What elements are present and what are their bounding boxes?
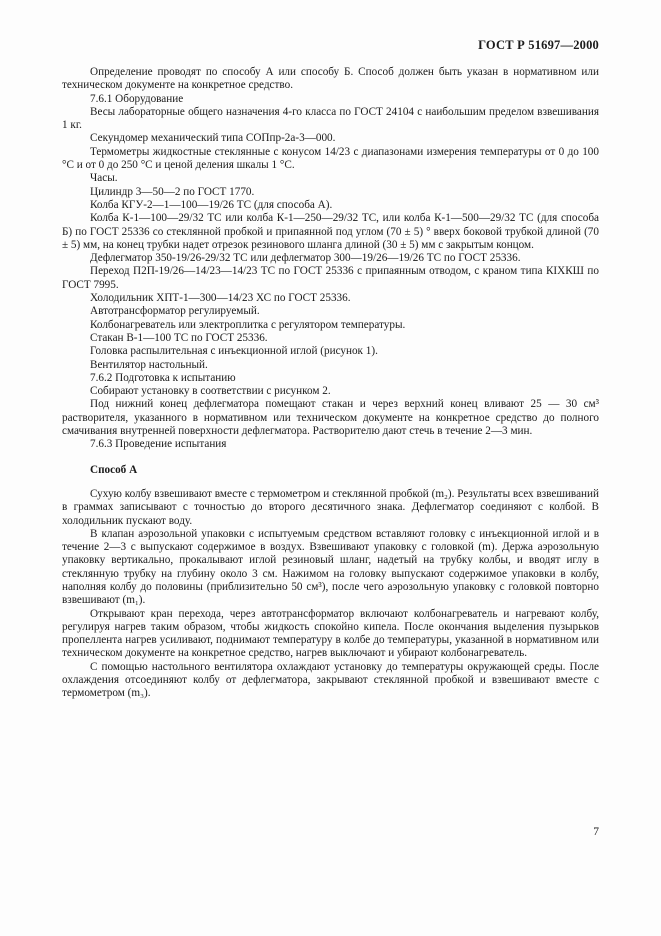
document-body — [62, 66, 599, 701]
paragraph: Стакан В-1—100 ТС по ГОСТ 25336. — [90, 331, 268, 344]
paragraph: Часы. — [90, 172, 118, 185]
page-number: 7 — [593, 826, 599, 838]
subsection-heading-equipment: 7.6.1 Оборудование — [90, 92, 184, 105]
paragraph: Вентилятор настольный. — [90, 358, 208, 371]
paragraph: Переход П2П-19/26—14/23—14/23 ТС по ГОСТ 25336 с припаянным отводом, с краном типа КIХКШ по ГОСТ 7995. — [62, 265, 599, 291]
paragraph: В клапан аэрозольной упаковки с испытуемым средством вставляют головку с инъекционной иглой и в течение 2—3 с выпускают содержимое в воздух. Взвешивают упаковку с головкой (m). Держа аэрозольную упаковку вертикально, прокалывают иглой резиновый шланг, надетый на трубку колбы, и вводят иглу в стеклянную трубку на глубину около 3 см. Нажимом на головку выпускают содержимое упаковки в колбу, наполняя колбу до половины (приблизительно 50 см³), после чего аэрозольную упаковку с головкой повторно взвешивают (m₁). — [62, 527, 599, 607]
paragraph: Секундомер механический типа СОПпр-2а-3—000. — [90, 132, 336, 145]
paragraph: Открывают кран перехода, через автотрансформатор включают колбонагреватель и нагревают колбу, регулируя нагрев таким образом, чтобы жидкость спокойно кипела. После окончания выделения пузырьков пропеллента нагрев усиливают, поднимают температуру в колбе до температуры, указанной в нормативном или техническом документе на конкретное средство, нагрев выключают и убирают колбонагреватель. — [62, 607, 599, 660]
paragraph: Под нижний конец дефлегматора помещают стакан и через верхний конец вливают 25 — 30 см³ растворителя, указанного в нормативном или техническом документе на конкретное средство до полного смачивания внутренней поверхности дефлегматора. Растворителю дают стечь в течение 2—3 мин. — [62, 398, 599, 438]
paragraph: Головка распылительная с инъекционной иглой (рисунок 1). — [90, 345, 378, 358]
paragraph: Собирают установку в соответствии с рисунком 2. — [90, 385, 331, 398]
subsection-heading-testing: 7.6.3 Проведение испытания — [90, 438, 227, 451]
paragraph: Автотрансформатор регулируемый. — [90, 305, 260, 318]
subsection-heading-preparation: 7.6.2 Подготовка к испытанию — [90, 371, 236, 384]
method-a-title: Способ А — [90, 463, 138, 476]
paragraph: Колба КГУ-2—1—100—19/26 ТС (для способа А). — [90, 198, 333, 211]
paragraph: Термометры жидкостные стеклянные с конусом 14/23 с диапазонами измерения температуры от 0 до 100 °С и от 0 до 250 °С и ценой деления шкалы 1 °С. — [62, 145, 599, 172]
paragraph: Колбонагреватель или электроплитка с регулятором температуры. — [90, 318, 406, 331]
paragraph: Весы лабораторные общего назначения 4-го класса по ГОСТ 24104 с наибольшим пределом взвешивания 1 кг. — [62, 105, 599, 132]
paragraph: Определение проводят по способу А или способу Б. Способ должен быть указан в нормативном или техническом документе на конкретное средство. — [62, 66, 599, 92]
standard-header: ГОСТ Р 51697—2000 — [478, 38, 599, 52]
paragraph: Колба К-1—100—29/32 ТС или колба К-1—250—29/32 ТС, или колба К-1—500—29/32 ТС (для способа Б) по ГОСТ 25336 со стеклянной пробкой и припаянной под углом (70 ± 5) ° вверх боковой трубкой длиной (70 ± 5) мм, на конец трубки надет отрезок резинового шланга длиной (30 ± 5) мм с закрытым концом. — [62, 212, 599, 251]
paragraph: Цилиндр 3—50—2 по ГОСТ 1770. — [90, 185, 255, 198]
paragraph: Сухую колбу взвешивают вместе с термометром и стеклянной пробкой (m₂). Результаты всех взвешиваний в граммах записывают с точностью до второго десятичного знака. Дефлегматор соединяют с колбой. В холодильник пускают воду. — [62, 487, 599, 527]
paragraph: Холодильник ХПТ-1—300—14/23 ХС по ГОСТ 25336. — [90, 292, 351, 305]
paragraph: Дефлегматор 350-19/26-29/32 ТС или дефлегматор 300—19/26—19/26 ТС по ГОСТ 25336. — [90, 252, 521, 265]
paragraph: С помощью настольного вентилятора охлаждают установку до температуры окружающей среды. После охлаждения отсоединяют колбу от дефлегматора, закрывают стеклянной пробкой и взвешивают вместе с термометром (m₃). — [62, 660, 599, 700]
